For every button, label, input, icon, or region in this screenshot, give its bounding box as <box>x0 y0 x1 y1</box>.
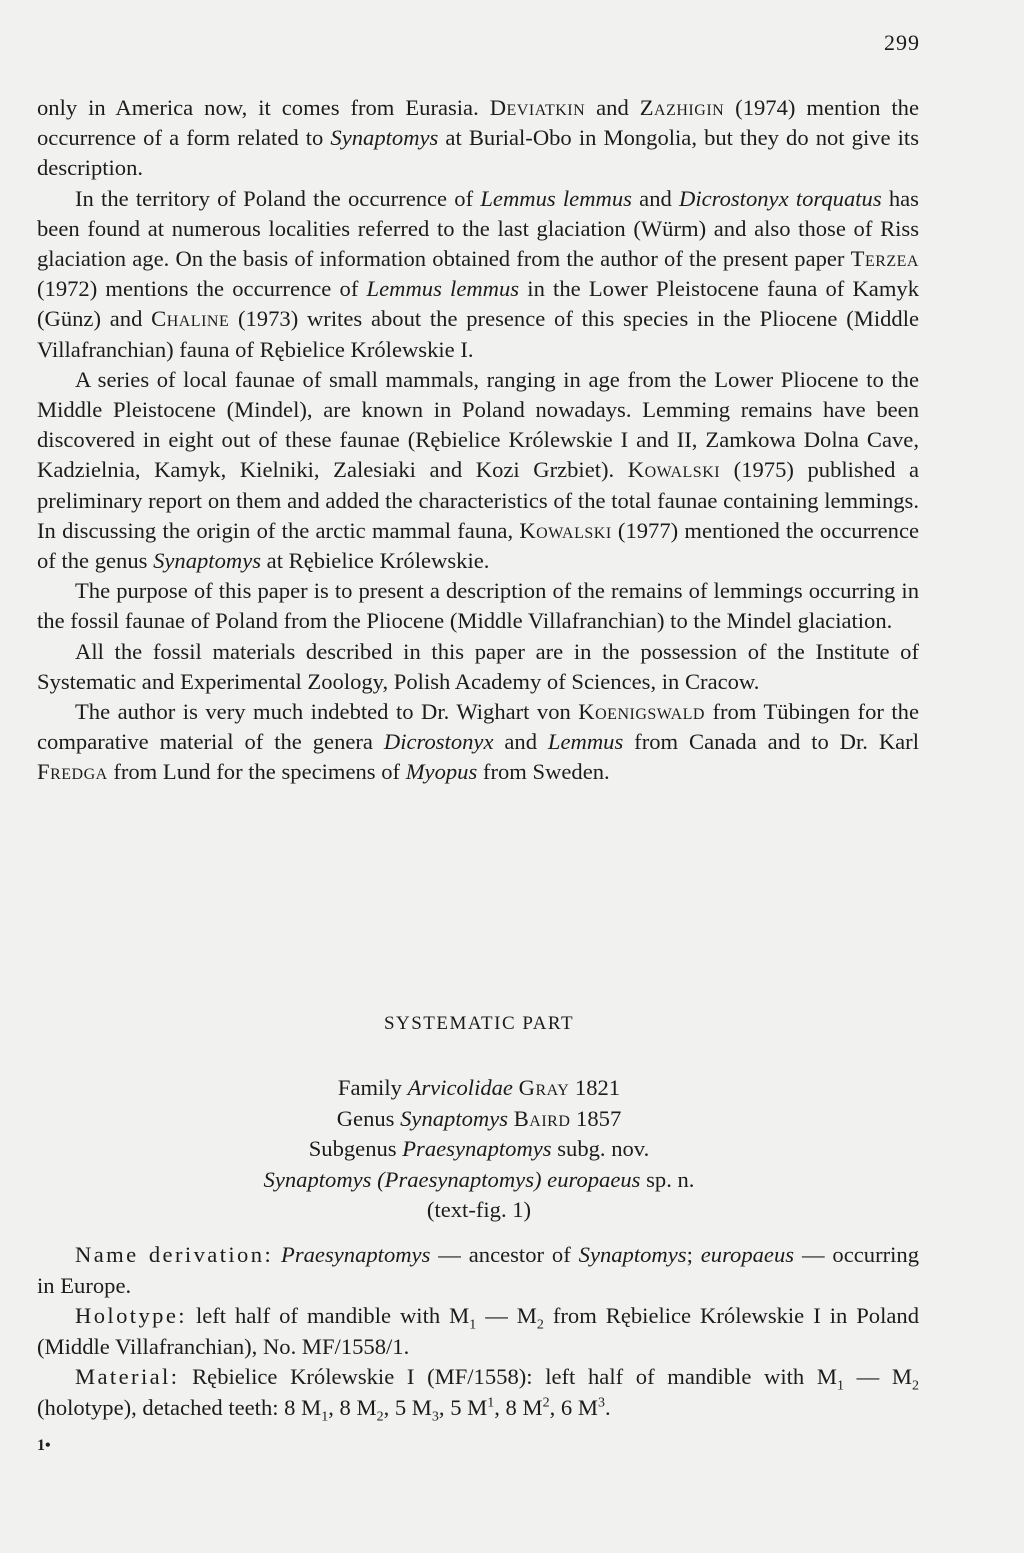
paragraph-4: The purpose of this paper is to present a description of the remains of lemmings occurring in the fossil faunae of Poland from the Pliocene (Middle Villafranchian) to the Mindel glaciation. <box>37 578 919 634</box>
taxon-name: Lemmus lemmus <box>366 276 520 302</box>
taxon-name: Dicrostonyx torquatus <box>679 185 882 211</box>
paragraph-2: In the territory of Poland the occurrence of Lemmus lemmus and Dicrostonyx torquatus has been found at numerous localities referred to the last glaciation (Würm) and also those of Riss glaciation age. On the basis of information obtained from the author of the present paper Terzea (1972) mentions the occurrence of Lemmus lemmus in the Lower Pleistocene fauna of Kamyk (Günz) and Chaline (1973) writes about the presence of this species in the Pliocene (Middle Villafranchian) fauna of Rębielice Królewskie I. <box>37 185 920 362</box>
author-name: Deviatkin <box>489 95 586 120</box>
author-name: Terzea <box>850 246 919 272</box>
taxon-name: Lemmus <box>547 729 624 755</box>
author-name: Chaline <box>151 306 230 332</box>
paragraph-6: The author is very much indebted to Dr. Wighart von Koenigswald from Tübingen for the comparative material of the genera Dicrostonyx and Lemmus from Canada and to Dr. Karl Fredga from Lund for the specimens of Myopus from Sweden. <box>37 699 919 785</box>
section-title: SYSTEMATIC PART <box>383 1013 575 1034</box>
taxon-name: Dicrostonyx <box>383 729 494 755</box>
paragraph-3: A series of local faunae of small mammals, ranging in age from the Lower Pliocene to the Middle Pleistocene (Mindel), are known in Poland nowadays. Lemming remains have been discovered in eight out of these faunae (Rębielice Królewskie I and II, Zamkowa Dolna Cave, Kadzielnia, Kamyk, Kielniki, Zalesiaki and Kozi Grzbiet). Kowalski (1975) published a preliminary report on them and added the characteristics of the total faunae containing lemmings. In discussing the origin of the arctic mammal fauna, Kowalski (1977) mentioned the occurrence of the genus Synaptomys at Rębielice Królewskie. <box>37 366 920 574</box>
field-label: Name derivation: <box>75 1242 274 1267</box>
page-number: 299 <box>884 30 920 55</box>
signature-mark: 1• <box>37 1437 51 1454</box>
figure-reference: (text-fig. 1) <box>426 1197 532 1222</box>
subgenus-line: Subgenus Praesynaptomys subg. nov. <box>308 1136 650 1161</box>
species-line: Synaptomys (Praesynaptomys) europaeus sp. n. <box>263 1166 695 1192</box>
holotype: Holotype: left half of mandible with $M_1$ — $M_2$ from Rębielice Królewskie I in Poland (Middle Villafranchian), No. MF/1558/1. <box>37 1303 920 1359</box>
taxon-heading <box>0 1073 958 1226</box>
body-text <box>37 93 919 788</box>
field-label: Material: <box>75 1364 180 1389</box>
taxon-name: Myopus <box>405 759 478 785</box>
author-name: Kowalski <box>627 457 721 483</box>
taxon-name: Synaptomys <box>330 125 439 151</box>
field-label: Holotype: <box>75 1303 187 1328</box>
genus-line: Genus Synaptomys Baird 1857 <box>336 1105 622 1131</box>
material: Material: Rębielice Królewskie I (MF/1558): left half of mandible with $M_1$ — $M_2$ (holotype), detached teeth: 8 $M_1$, 8 $M_2$, 5 $M_3$, 5 $M^1$, 8 $M^2$, 6 $M^3$. <box>37 1364 919 1425</box>
species-description <box>37 1240 919 1423</box>
family-line: Family Arvicolidae Gray 1821 <box>337 1075 621 1100</box>
paragraph-5: All the fossil materials described in this paper are in the possession of the Institute of Systematic and Experimental Zoology, Polish Academy of Sciences, in Cracow. <box>37 638 919 694</box>
taxon-name: Synaptomys <box>153 548 262 574</box>
author-name: Fredga <box>37 759 108 785</box>
author-name: Kowalski <box>519 517 612 543</box>
author-name: Zazhigin <box>639 95 725 120</box>
paragraph-1: only in America now, it comes from Eurasia. Deviatkin and Zazhigin (1974) mention the occurrence of a form related to Synaptomys at Burial-Obo in Mongolia, but they do not give its description. <box>37 95 919 181</box>
taxon-name: Lemmus lemmus <box>480 185 632 211</box>
author-name: Koenigswald <box>578 699 705 725</box>
name-derivation: Name derivation: Praesynaptomys — ancestor of Synaptomys; europaeus — occurring in Europe. <box>37 1242 919 1298</box>
